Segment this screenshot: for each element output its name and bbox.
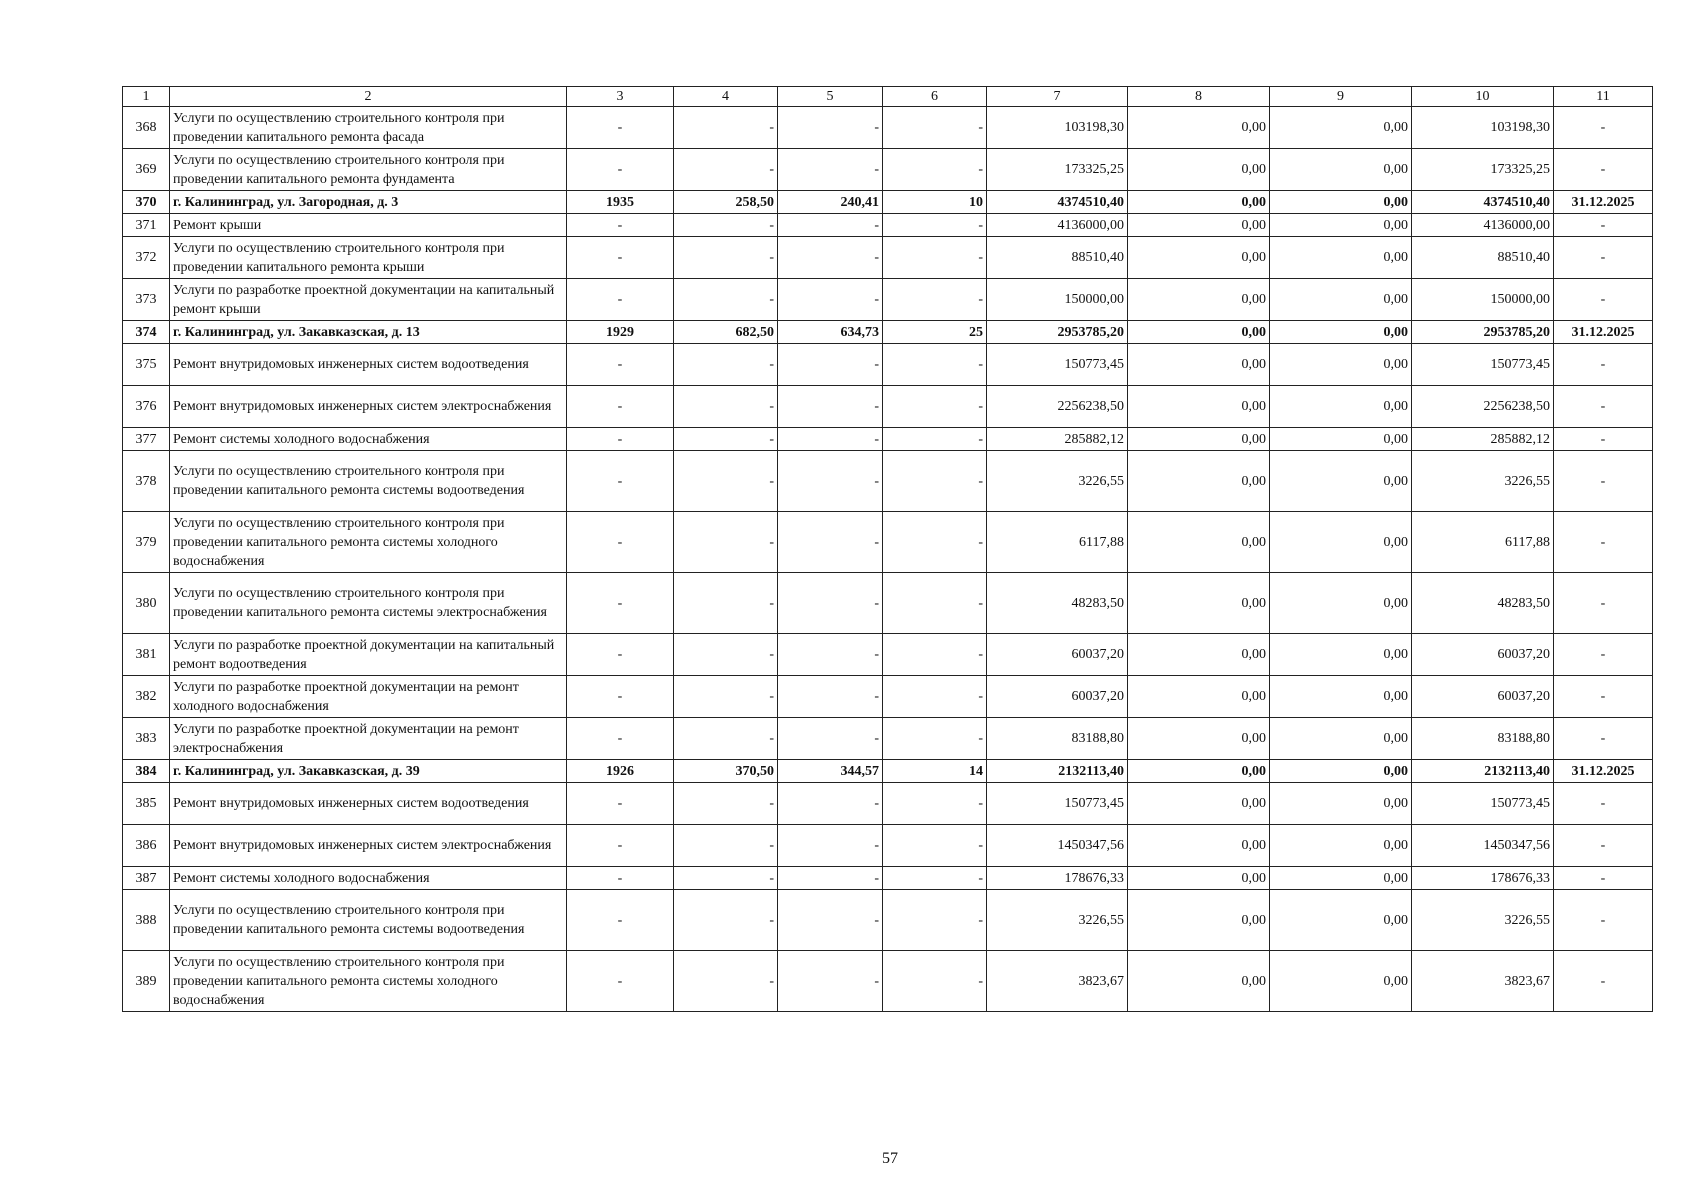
col-3-cell: - xyxy=(567,237,674,279)
col-8-cell: 0,00 xyxy=(1128,237,1270,279)
col-9-cell: 0,00 xyxy=(1270,676,1412,718)
col-7-cell: 178676,33 xyxy=(987,867,1128,890)
col-5-cell: - xyxy=(778,951,883,1012)
row-number-cell: 380 xyxy=(123,573,170,634)
col-10-cell: 2256238,50 xyxy=(1412,386,1554,428)
col-3-cell: - xyxy=(567,951,674,1012)
col-11-cell: - xyxy=(1554,634,1653,676)
col-6-cell: - xyxy=(883,718,987,760)
col-4-cell: - xyxy=(674,107,778,149)
col-9-cell: 0,00 xyxy=(1270,783,1412,825)
col-10-cell: 173325,25 xyxy=(1412,149,1554,191)
col-7-cell: 60037,20 xyxy=(987,634,1128,676)
col-9-cell: 0,00 xyxy=(1270,760,1412,783)
col-6-cell: - xyxy=(883,825,987,867)
col-7-cell: 103198,30 xyxy=(987,107,1128,149)
column-number-8: 8 xyxy=(1128,87,1270,107)
row-number-cell: 370 xyxy=(123,191,170,214)
column-number-9: 9 xyxy=(1270,87,1412,107)
col-4-cell: 682,50 xyxy=(674,321,778,344)
col-8-cell: 0,00 xyxy=(1128,676,1270,718)
col-7-cell: 285882,12 xyxy=(987,428,1128,451)
column-number-11: 11 xyxy=(1554,87,1653,107)
col-7-cell: 2132113,40 xyxy=(987,760,1128,783)
row-number-cell: 386 xyxy=(123,825,170,867)
col-8-cell: 0,00 xyxy=(1128,321,1270,344)
col-10-cell: 60037,20 xyxy=(1412,676,1554,718)
col-5-cell: - xyxy=(778,386,883,428)
col-7-cell: 150773,45 xyxy=(987,783,1128,825)
col-7-cell: 88510,40 xyxy=(987,237,1128,279)
col-3-cell: - xyxy=(567,451,674,512)
col-9-cell: 0,00 xyxy=(1270,214,1412,237)
table-row xyxy=(123,451,1653,512)
col-6-cell: - xyxy=(883,344,987,386)
col-5-cell: - xyxy=(778,512,883,573)
col-11-cell: - xyxy=(1554,451,1653,512)
col-3-cell: - xyxy=(567,428,674,451)
table-row xyxy=(123,951,1653,1012)
col-4-cell: - xyxy=(674,718,778,760)
col-4-cell: - xyxy=(674,512,778,573)
col-8-cell: 0,00 xyxy=(1128,825,1270,867)
col-8-cell: 0,00 xyxy=(1128,760,1270,783)
row-number-cell: 387 xyxy=(123,867,170,890)
table-row xyxy=(123,107,1653,149)
col-8-cell: 0,00 xyxy=(1128,279,1270,321)
col-9-cell: 0,00 xyxy=(1270,107,1412,149)
row-number-cell: 368 xyxy=(123,107,170,149)
col-11-cell: - xyxy=(1554,107,1653,149)
table-row xyxy=(123,634,1653,676)
table-row xyxy=(123,676,1653,718)
col-3-cell: - xyxy=(567,783,674,825)
row-number-cell: 381 xyxy=(123,634,170,676)
col-11-cell: - xyxy=(1554,214,1653,237)
work-name-cell: Услуги по разработке проектной документации на ремонт электроснабжения xyxy=(170,718,567,760)
col-8-cell: 0,00 xyxy=(1128,951,1270,1012)
col-4-cell: - xyxy=(674,451,778,512)
col-5-cell: - xyxy=(778,344,883,386)
col-5-cell: - xyxy=(778,428,883,451)
col-4-cell: - xyxy=(674,676,778,718)
table-row xyxy=(123,718,1653,760)
col-4-cell: - xyxy=(674,237,778,279)
col-9-cell: 0,00 xyxy=(1270,279,1412,321)
row-number-cell: 384 xyxy=(123,760,170,783)
col-11-cell: - xyxy=(1554,825,1653,867)
col-8-cell: 0,00 xyxy=(1128,386,1270,428)
row-number-cell: 373 xyxy=(123,279,170,321)
col-3-cell: - xyxy=(567,634,674,676)
work-name-cell: Ремонт внутридомовых инженерных систем водоотведения xyxy=(170,783,567,825)
col-3-cell: - xyxy=(567,214,674,237)
col-3-cell: - xyxy=(567,890,674,951)
col-10-cell: 83188,80 xyxy=(1412,718,1554,760)
col-6-cell: - xyxy=(883,279,987,321)
col-11-cell: - xyxy=(1554,676,1653,718)
work-name-cell: Услуги по осуществлению строительного контроля при проведении капитального ремонта крыши xyxy=(170,237,567,279)
work-name-cell: Услуги по осуществлению строительного контроля при проведении капитального ремонта фундамента xyxy=(170,149,567,191)
table-row xyxy=(123,825,1653,867)
col-4-cell: - xyxy=(674,149,778,191)
col-5-cell: - xyxy=(778,825,883,867)
work-name-cell: Ремонт системы холодного водоснабжения xyxy=(170,867,567,890)
col-4-cell: - xyxy=(674,825,778,867)
col-5-cell: - xyxy=(778,107,883,149)
col-10-cell: 150000,00 xyxy=(1412,279,1554,321)
col-11-cell: - xyxy=(1554,279,1653,321)
col-11-cell: - xyxy=(1554,573,1653,634)
col-5-cell: - xyxy=(778,867,883,890)
col-6-cell: - xyxy=(883,428,987,451)
table-row xyxy=(123,279,1653,321)
col-3-cell: 1929 xyxy=(567,321,674,344)
col-3-cell: - xyxy=(567,279,674,321)
col-7-cell: 4136000,00 xyxy=(987,214,1128,237)
row-number-cell: 372 xyxy=(123,237,170,279)
repair-register-table xyxy=(122,86,1653,1012)
col-6-cell: - xyxy=(883,214,987,237)
col-11-cell: - xyxy=(1554,890,1653,951)
col-6-cell: 10 xyxy=(883,191,987,214)
table-row xyxy=(123,344,1653,386)
col-11-cell: 31.12.2025 xyxy=(1554,760,1653,783)
col-3-cell: - xyxy=(567,149,674,191)
col-8-cell: 0,00 xyxy=(1128,214,1270,237)
col-3-cell: - xyxy=(567,573,674,634)
col-9-cell: 0,00 xyxy=(1270,149,1412,191)
col-10-cell: 3226,55 xyxy=(1412,451,1554,512)
col-9-cell: 0,00 xyxy=(1270,191,1412,214)
col-10-cell: 178676,33 xyxy=(1412,867,1554,890)
col-10-cell: 103198,30 xyxy=(1412,107,1554,149)
col-4-cell: - xyxy=(674,214,778,237)
col-6-cell: 14 xyxy=(883,760,987,783)
col-6-cell: - xyxy=(883,237,987,279)
col-10-cell: 150773,45 xyxy=(1412,783,1554,825)
col-7-cell: 173325,25 xyxy=(987,149,1128,191)
work-name-cell: Услуги по осуществлению строительного контроля при проведении капитального ремонта системы электроснабжения xyxy=(170,573,567,634)
col-11-cell: - xyxy=(1554,783,1653,825)
col-7-cell: 3226,55 xyxy=(987,890,1128,951)
row-number-cell: 385 xyxy=(123,783,170,825)
col-7-cell: 4374510,40 xyxy=(987,191,1128,214)
col-6-cell: - xyxy=(883,149,987,191)
col-9-cell: 0,00 xyxy=(1270,825,1412,867)
col-4-cell: - xyxy=(674,867,778,890)
work-name-cell: г. Калининград, ул. Загородная, д. 3 xyxy=(170,191,567,214)
col-10-cell: 60037,20 xyxy=(1412,634,1554,676)
col-6-cell: - xyxy=(883,386,987,428)
page-number: 57 xyxy=(882,1150,898,1167)
col-7-cell: 60037,20 xyxy=(987,676,1128,718)
work-name-cell: Услуги по осуществлению строительного контроля при проведении капитального ремонта фасада xyxy=(170,107,567,149)
col-3-cell: 1926 xyxy=(567,760,674,783)
row-number-cell: 376 xyxy=(123,386,170,428)
col-4-cell: 370,50 xyxy=(674,760,778,783)
row-number-cell: 382 xyxy=(123,676,170,718)
col-11-cell: - xyxy=(1554,951,1653,1012)
work-name-cell: Услуги по осуществлению строительного контроля при проведении капитального ремонта системы водоотведения xyxy=(170,451,567,512)
col-9-cell: 0,00 xyxy=(1270,344,1412,386)
col-3-cell: 1935 xyxy=(567,191,674,214)
col-10-cell: 2132113,40 xyxy=(1412,760,1554,783)
col-6-cell: - xyxy=(883,890,987,951)
col-9-cell: 0,00 xyxy=(1270,321,1412,344)
work-name-cell: Услуги по разработке проектной документации на капитальный ремонт крыши xyxy=(170,279,567,321)
col-6-cell: - xyxy=(883,107,987,149)
column-number-6: 6 xyxy=(883,87,987,107)
col-7-cell: 3226,55 xyxy=(987,451,1128,512)
col-9-cell: 0,00 xyxy=(1270,890,1412,951)
col-5-cell: - xyxy=(778,718,883,760)
table-row xyxy=(123,890,1653,951)
column-number-10: 10 xyxy=(1412,87,1554,107)
col-4-cell: - xyxy=(674,428,778,451)
row-number-cell: 389 xyxy=(123,951,170,1012)
work-name-cell: Услуги по осуществлению строительного контроля при проведении капитального ремонта системы водоотведения xyxy=(170,890,567,951)
row-number-cell: 383 xyxy=(123,718,170,760)
row-number-cell: 369 xyxy=(123,149,170,191)
col-9-cell: 0,00 xyxy=(1270,951,1412,1012)
work-name-cell: Услуги по разработке проектной документации на капитальный ремонт водоотведения xyxy=(170,634,567,676)
col-9-cell: 0,00 xyxy=(1270,451,1412,512)
col-7-cell: 150773,45 xyxy=(987,344,1128,386)
col-6-cell: - xyxy=(883,783,987,825)
col-4-cell: - xyxy=(674,951,778,1012)
col-6-cell: - xyxy=(883,676,987,718)
table-row xyxy=(123,512,1653,573)
work-name-cell: г. Калининград, ул. Закавказская, д. 13 xyxy=(170,321,567,344)
col-5-cell: - xyxy=(778,214,883,237)
col-9-cell: 0,00 xyxy=(1270,386,1412,428)
col-5-cell: - xyxy=(778,676,883,718)
col-11-cell: - xyxy=(1554,718,1653,760)
col-4-cell: - xyxy=(674,573,778,634)
col-3-cell: - xyxy=(567,718,674,760)
row-number-cell: 371 xyxy=(123,214,170,237)
col-3-cell: - xyxy=(567,107,674,149)
col-8-cell: 0,00 xyxy=(1128,573,1270,634)
col-8-cell: 0,00 xyxy=(1128,344,1270,386)
table-row xyxy=(123,149,1653,191)
col-3-cell: - xyxy=(567,676,674,718)
row-number-cell: 388 xyxy=(123,890,170,951)
col-3-cell: - xyxy=(567,867,674,890)
col-9-cell: 0,00 xyxy=(1270,634,1412,676)
col-10-cell: 4136000,00 xyxy=(1412,214,1554,237)
col-8-cell: 0,00 xyxy=(1128,867,1270,890)
col-4-cell: 258,50 xyxy=(674,191,778,214)
col-10-cell: 3226,55 xyxy=(1412,890,1554,951)
col-7-cell: 1450347,56 xyxy=(987,825,1128,867)
col-10-cell: 4374510,40 xyxy=(1412,191,1554,214)
table-row xyxy=(123,783,1653,825)
work-name-cell: Услуги по разработке проектной документации на ремонт холодного водоснабжения xyxy=(170,676,567,718)
col-8-cell: 0,00 xyxy=(1128,512,1270,573)
column-number-5: 5 xyxy=(778,87,883,107)
col-3-cell: - xyxy=(567,386,674,428)
col-3-cell: - xyxy=(567,512,674,573)
column-number-4: 4 xyxy=(674,87,778,107)
col-6-cell: - xyxy=(883,573,987,634)
row-number-cell: 379 xyxy=(123,512,170,573)
col-6-cell: - xyxy=(883,512,987,573)
col-8-cell: 0,00 xyxy=(1128,107,1270,149)
row-number-cell: 374 xyxy=(123,321,170,344)
col-5-cell: - xyxy=(778,634,883,676)
table-body xyxy=(123,87,1653,1012)
col-6-cell: - xyxy=(883,951,987,1012)
col-3-cell: - xyxy=(567,344,674,386)
work-name-cell: Услуги по осуществлению строительного контроля при проведении капитального ремонта системы холодного водоснабжения xyxy=(170,951,567,1012)
col-5-cell: - xyxy=(778,279,883,321)
col-8-cell: 0,00 xyxy=(1128,890,1270,951)
col-11-cell: - xyxy=(1554,237,1653,279)
address-row xyxy=(123,321,1653,344)
col-11-cell: 31.12.2025 xyxy=(1554,191,1653,214)
work-name-cell: Ремонт внутридомовых инженерных систем водоотведения xyxy=(170,344,567,386)
column-number-3: 3 xyxy=(567,87,674,107)
col-9-cell: 0,00 xyxy=(1270,573,1412,634)
col-7-cell: 2953785,20 xyxy=(987,321,1128,344)
col-10-cell: 1450347,56 xyxy=(1412,825,1554,867)
col-11-cell: - xyxy=(1554,344,1653,386)
col-4-cell: - xyxy=(674,386,778,428)
col-4-cell: - xyxy=(674,890,778,951)
col-7-cell: 83188,80 xyxy=(987,718,1128,760)
col-8-cell: 0,00 xyxy=(1128,191,1270,214)
col-8-cell: 0,00 xyxy=(1128,634,1270,676)
col-5-cell: 344,57 xyxy=(778,760,883,783)
col-5-cell: - xyxy=(778,890,883,951)
work-name-cell: г. Калининград, ул. Закавказская, д. 39 xyxy=(170,760,567,783)
work-name-cell: Услуги по осуществлению строительного контроля при проведении капитального ремонта системы холодного водоснабжения xyxy=(170,512,567,573)
col-6-cell: - xyxy=(883,451,987,512)
col-7-cell: 150000,00 xyxy=(987,279,1128,321)
work-name-cell: Ремонт крыши xyxy=(170,214,567,237)
col-9-cell: 0,00 xyxy=(1270,512,1412,573)
table-row xyxy=(123,428,1653,451)
col-8-cell: 0,00 xyxy=(1128,451,1270,512)
col-10-cell: 88510,40 xyxy=(1412,237,1554,279)
col-8-cell: 0,00 xyxy=(1128,149,1270,191)
col-9-cell: 0,00 xyxy=(1270,237,1412,279)
col-11-cell: - xyxy=(1554,512,1653,573)
col-5-cell: - xyxy=(778,573,883,634)
work-name-cell: Ремонт внутридомовых инженерных систем электроснабжения xyxy=(170,386,567,428)
column-number-7: 7 xyxy=(987,87,1128,107)
col-8-cell: 0,00 xyxy=(1128,428,1270,451)
col-11-cell: - xyxy=(1554,428,1653,451)
col-5-cell: - xyxy=(778,451,883,512)
col-5-cell: - xyxy=(778,783,883,825)
col-7-cell: 2256238,50 xyxy=(987,386,1128,428)
row-number-cell: 377 xyxy=(123,428,170,451)
col-5-cell: 240,41 xyxy=(778,191,883,214)
address-row xyxy=(123,191,1653,214)
col-4-cell: - xyxy=(674,344,778,386)
col-10-cell: 150773,45 xyxy=(1412,344,1554,386)
table-row xyxy=(123,573,1653,634)
col-7-cell: 3823,67 xyxy=(987,951,1128,1012)
col-10-cell: 6117,88 xyxy=(1412,512,1554,573)
address-row xyxy=(123,760,1653,783)
col-6-cell: - xyxy=(883,867,987,890)
col-9-cell: 0,00 xyxy=(1270,428,1412,451)
work-name-cell: Ремонт внутридомовых инженерных систем электроснабжения xyxy=(170,825,567,867)
column-number-row xyxy=(123,87,1653,107)
column-number-2: 2 xyxy=(170,87,567,107)
col-9-cell: 0,00 xyxy=(1270,718,1412,760)
table-row xyxy=(123,867,1653,890)
work-name-cell: Ремонт системы холодного водоснабжения xyxy=(170,428,567,451)
col-5-cell: - xyxy=(778,237,883,279)
col-7-cell: 6117,88 xyxy=(987,512,1128,573)
column-number-1: 1 xyxy=(123,87,170,107)
col-10-cell: 285882,12 xyxy=(1412,428,1554,451)
row-number-cell: 378 xyxy=(123,451,170,512)
col-8-cell: 0,00 xyxy=(1128,783,1270,825)
table-row xyxy=(123,214,1653,237)
col-10-cell: 3823,67 xyxy=(1412,951,1554,1012)
col-4-cell: - xyxy=(674,279,778,321)
row-number-cell: 375 xyxy=(123,344,170,386)
col-5-cell: 634,73 xyxy=(778,321,883,344)
table-row xyxy=(123,386,1653,428)
col-10-cell: 48283,50 xyxy=(1412,573,1554,634)
col-4-cell: - xyxy=(674,634,778,676)
col-3-cell: - xyxy=(567,825,674,867)
col-11-cell: 31.12.2025 xyxy=(1554,321,1653,344)
col-11-cell: - xyxy=(1554,149,1653,191)
col-5-cell: - xyxy=(778,149,883,191)
col-9-cell: 0,00 xyxy=(1270,867,1412,890)
col-6-cell: - xyxy=(883,634,987,676)
col-4-cell: - xyxy=(674,783,778,825)
table-row xyxy=(123,237,1653,279)
col-11-cell: - xyxy=(1554,386,1653,428)
col-7-cell: 48283,50 xyxy=(987,573,1128,634)
col-6-cell: 25 xyxy=(883,321,987,344)
col-10-cell: 2953785,20 xyxy=(1412,321,1554,344)
col-8-cell: 0,00 xyxy=(1128,718,1270,760)
col-11-cell: - xyxy=(1554,867,1653,890)
